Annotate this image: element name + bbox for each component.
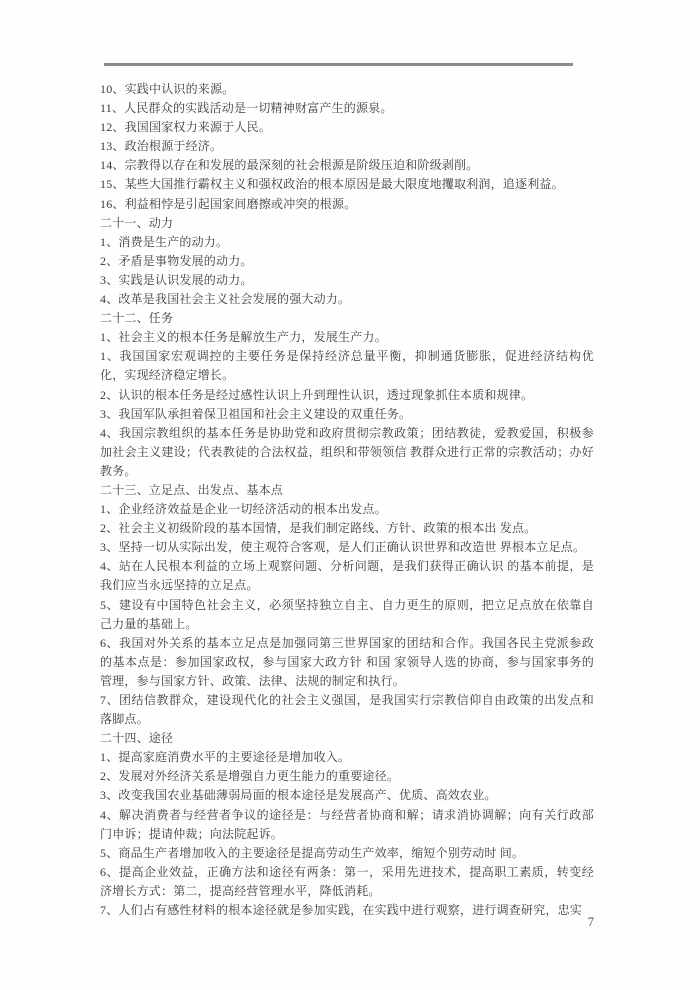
list-item-paragraph: 3、改变我国农业基础薄弱局面的根本途径是发展高产、优质、高效农业。 bbox=[100, 788, 497, 803]
section-heading: 二十三、立足点、出发点、基本点 bbox=[100, 482, 284, 497]
list-item-paragraph: 1、社会主义的根本任务是解放生产力，发展生产力。 bbox=[100, 330, 387, 345]
section-heading: 二十四、途径 bbox=[100, 731, 174, 746]
list-item-paragraph: 3、实践是认识发展的动力。 bbox=[100, 272, 253, 287]
list-item-paragraph: 1、企业经济效益是企业一切经济活动的根本出发点。 bbox=[100, 502, 387, 517]
list-item-paragraph: 10、实践中认识的来源。 bbox=[100, 82, 235, 96]
list-item-paragraph: 4、改革是我国社会主义社会发展的强大动力。 bbox=[100, 292, 351, 307]
list-item-paragraph: 14、宗教得以存在和发展的最深刻的社会根源是阶级压迫和阶级剥削。 bbox=[100, 158, 479, 173]
list-item-paragraph: 5、商品生产者增加收入的主要途径是提高劳动生产效率，缩短个别劳动时 间。 bbox=[100, 845, 525, 860]
list-item-paragraph: 12、我国国家权力来源于人民。 bbox=[100, 120, 272, 135]
list-item-paragraph: 7、团结信教群众，建设现代化的社会主义强国，是我国实行宗教信仰自由政策的出发点和落脚点。 bbox=[100, 693, 594, 727]
list-item-paragraph: 1、我国国家宏观调控的主要任务是保持经济总量平衡，抑制通货膨胀，促进经济结构优化，实现经济稳定增长。 bbox=[100, 349, 594, 383]
list-item-paragraph: 4、站在人民根本利益的立场上观察问题、分析问题，是我们获得正确认识 的基本前提，是我们应当永远坚持的立足点。 bbox=[100, 559, 594, 593]
list-item-paragraph: 15、某些大国推行霸权主义和强权政治的根本原因是最大限度地攫取利润，追逐利益。 bbox=[100, 177, 564, 192]
document-body bbox=[100, 80, 594, 920]
list-item-paragraph: 4、我国宗教组织的基本任务是协助党和政府贯彻宗教政策；团结教徒，爱教爱国，积极参加社会主义建设；代表教徒的合法权益，组织和带领领信 教群众进行正常的宗教活动；办好教务。 bbox=[100, 425, 594, 478]
list-item-paragraph: 2、社会主义初级阶段的基本国情，是我们制定路线、方针、政策的根本出 发点。 bbox=[100, 521, 537, 536]
list-item-paragraph: 5、建设有中国特色社会主义，必须坚持独立自主、自力更生的原则，把立足点放在依靠自己力量的基础上。 bbox=[100, 597, 594, 631]
header-rule bbox=[104, 63, 573, 66]
list-item-paragraph: 6、提高企业效益，正确方法和途径有两条：第一，采用先进技术，提高职工素质，转变经济增长方式：第二，提高经营管理水平，降低消耗。 bbox=[100, 864, 594, 898]
section-heading: 二十一、动力 bbox=[100, 215, 174, 230]
list-item-paragraph: 3、坚持一切从实际出发，使主观符合客观，是人们正确认识世界和改造世 界根本立足点。 bbox=[100, 540, 586, 555]
list-item-paragraph: 7、人们占有感性材料的根本途径就是参加实践，在实践中进行观察，进行调查研究，忠实 bbox=[100, 903, 583, 918]
list-item-paragraph: 2、矛盾是事物发展的动力。 bbox=[100, 253, 253, 268]
list-item-paragraph: 6、我国对外关系的基本立足点是加强同第三世界国家的团结和合作。我国各民主党派参政的基本点是：参加国家政权，参与国家大政方针 和国 家领导人选的协商，参与国家事务的管理，参与国家方针、政策、法律、法规的制定和执行。 bbox=[100, 635, 594, 688]
list-item-paragraph: 4、解决消费者与经营者争议的途径是：与经营者协商和解；请求消协调解；向有关行政部门申诉；提请仲裁；向法院起诉。 bbox=[100, 807, 594, 841]
list-item-paragraph: 3、我国军队承担着保卫祖国和社会主义建设的双重任务。 bbox=[100, 406, 412, 421]
list-item-paragraph: 16、利益相悖是引起国家间磨擦或冲突的根源。 bbox=[100, 196, 357, 211]
section-heading: 二十二、任务 bbox=[100, 311, 174, 326]
list-item-paragraph: 2、认识的根本任务是经过感性认识上升到理性认识，透过现象抓住本质和规律。 bbox=[100, 387, 534, 402]
list-item-paragraph: 1、提高家庭消费水平的主要途径是增加收入。 bbox=[100, 750, 351, 765]
list-item-paragraph: 2、发展对外经济关系是增强自力更生能力的重要途径。 bbox=[100, 769, 400, 784]
list-item-paragraph: 11、人民群众的实践活动是一切精神财富产生的源泉。 bbox=[100, 101, 393, 116]
list-item-paragraph: 1、消费是生产的动力。 bbox=[100, 234, 229, 249]
page-number-footer: 7 bbox=[587, 915, 594, 929]
list-item-paragraph: 13、政治根源于经济。 bbox=[100, 139, 223, 154]
